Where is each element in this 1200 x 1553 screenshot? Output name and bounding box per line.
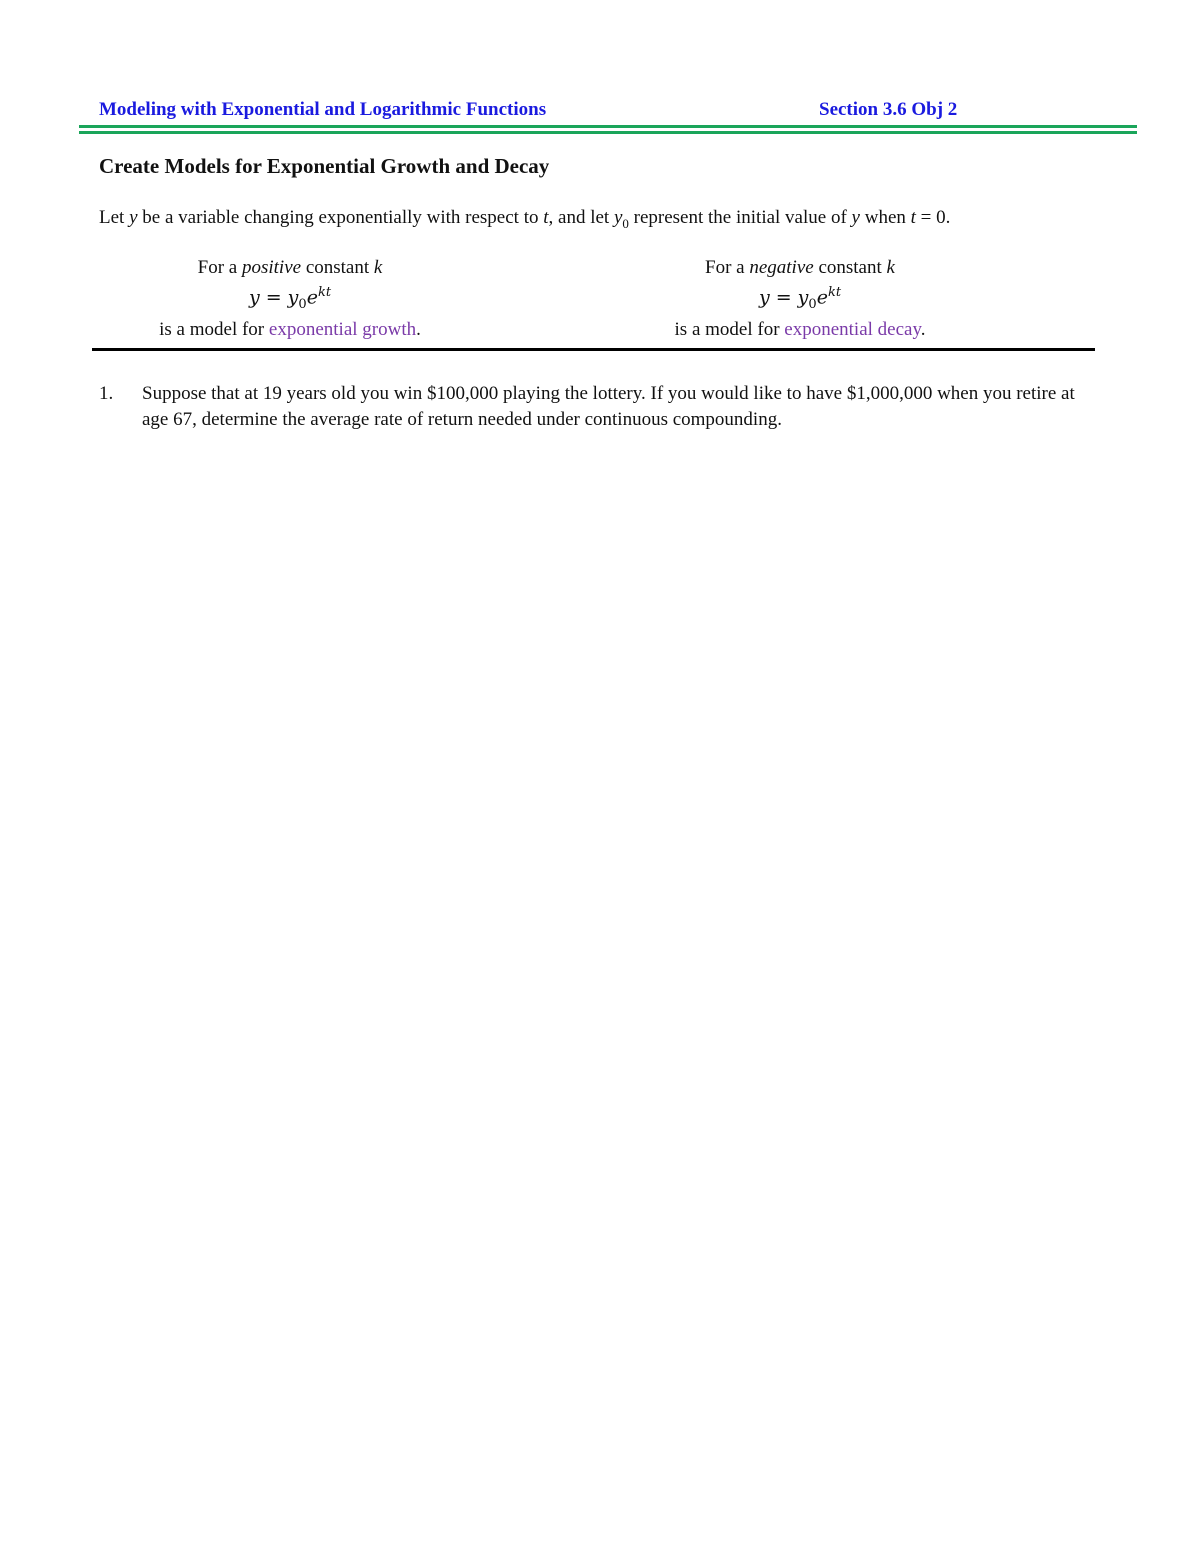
section-title: Create Models for Exponential Growth and Decay [99, 154, 550, 178]
decay-formula: $y = y_0e^{kt}$ [758, 285, 842, 313]
header-rule-top [79, 125, 1137, 128]
section-divider [92, 348, 1095, 351]
intro-paragraph: Let y be a variable changing exponentially with respect to t, and let $y_0$ represent the initial value of y when t = 0. [99, 207, 951, 231]
decay-condition: For a negative constant k [705, 257, 895, 278]
problem-text: Suppose that at 19 years old you win $100,000 playing the lottery. If you would like to have $1,000,000 when you retire at age 67, determine the average rate of return needed under continuous compounding. [142, 383, 1075, 430]
growth-formula: $y = y_0e^{kt}$ [248, 285, 332, 313]
growth-term: exponential growth [268, 319, 417, 341]
header-rule-bottom [79, 131, 1137, 134]
problem-number: 1. [99, 383, 114, 404]
growth-model-block [90, 255, 490, 342]
growth-condition: For a positive constant k [197, 257, 383, 278]
decay-term: exponential decay [784, 319, 921, 341]
section-label: Section 3.6 Obj 2 [819, 99, 958, 120]
decay-model-statement: is a model for exponential decay. [674, 319, 926, 341]
growth-model-statement: is a model for exponential growth. [159, 319, 421, 341]
chapter-title: Modeling with Exponential and Logarithmic Functions [99, 99, 547, 120]
page-header [99, 99, 979, 125]
decay-model-block [600, 255, 1000, 342]
